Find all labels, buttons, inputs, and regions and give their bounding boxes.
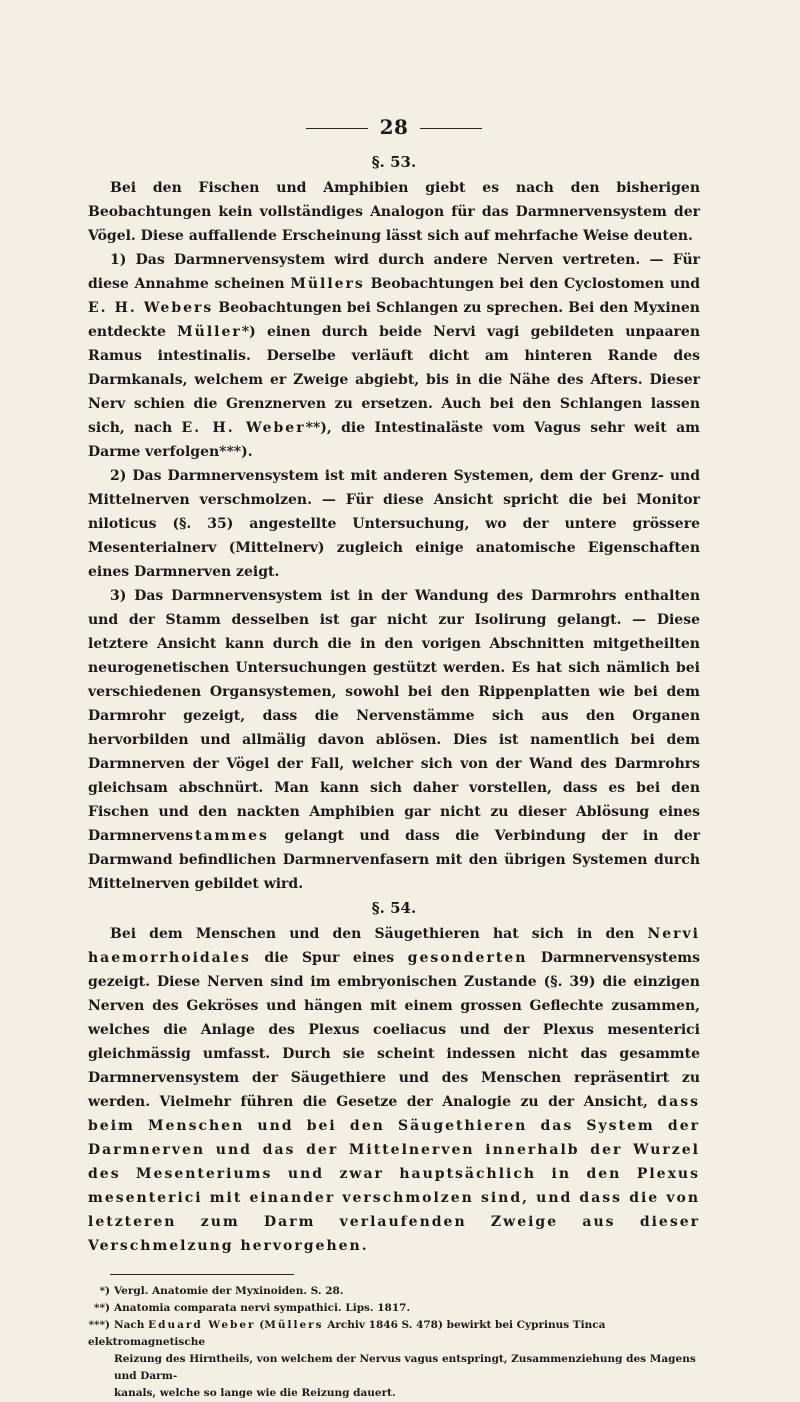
author-name: Müller [177, 324, 242, 340]
paragraph-intro: Bei den Fischen und Amphibien giebt es nach den bisherigen Beobachtungen kein vollständiges Analogon für das Darmnervensystem der Vögel. Diese auffallende Erscheinung lässt sich auf mehrfache Weise deuten. [88, 180, 700, 244]
author-name: E. H. Webers [88, 300, 214, 316]
paragraph-section-54: Bei dem Menschen und den Säugethieren hat sich in den Nervi haemorrhoidales die Spur eines gesonderten Darmnervensystems gezeigt. Diese Nerven sind im embryonischen Zustande (§. 39) die einzigen Nerven des Gekröses und hängen mit einem grossen Geflechte zusammen, welches die Anlage des Plexus coeliacus und der Plexus mesenterici gleichmässig umfasst. Durch sie scheint indessen nicht das gesammte Darmnervensystem der Säugethiere und des Menschen repräsentirt zu werden. Vielmehr führen die Gesetze der Analogie zu der Ansicht, dass beim Menschen und bei den Säugethieren das System der Darmnerven und das der Mittelnerven innerhalb der Wurzel des Mesenteriums und zwar hauptsächlich in den Plexus mesenterici mit einander verschmolzen sind, und dass die von letzteren zum Darm verlaufenden Zweige aus dieser Verschmelzung hervorgehen. [88, 926, 700, 1254]
footnote-author: Eduard Weber [148, 1319, 256, 1331]
header-dash-left [306, 128, 368, 129]
footnote-rule [110, 1274, 294, 1275]
emphasized-word: stammes [185, 828, 269, 844]
paragraph-point-1: 1) Das Darmnervensystem wird durch andere Nerven vertreten. — Für diese Annahme scheinen Müllers Beobachtungen bei den Cyclostomen und E. H. Webers Beobachtungen bei Schlangen zu sprechen. Bei den Myxinen entdeckte Müller*) einen durch beide Nervi vagi gebildeten unpaaren Ramus intestinalis. Derselbe verläuft dicht am hinteren Rande des Darmkanals, welchem er Zweige abgiebt, bis in die Nähe des Afters. Dieser Nerv schien die Grenznerven zu ersetzen. Auch bei den Schlangen lassen sich, nach E. H. Weber**), die Intestinaläste vom Vagus sehr weit am Darme verfolgen***). [88, 252, 700, 460]
emphasized-term: Nervi haemorrhoidales [88, 926, 700, 966]
footnote-archive: Müllers [264, 1319, 324, 1331]
section-title-53: §. 53. [371, 153, 417, 171]
author-name: Müllers [290, 276, 365, 292]
footnote-3: ***) Nach Eduard Weber (Müllers Archiv 1846 S. 478) bewirkt bei Cyprinus Tinca elektromagnetische [88, 1319, 606, 1348]
footnote-1: *) Vergl. Anatomie der Myxinoiden. S. 28. [99, 1285, 344, 1297]
paragraph-point-3: 3) Das Darmnervensystem ist in der Wandung des Darmrohrs enthalten und der Stamm desselben ist gar nicht zur Isolirung gelangt. — Diese letztere Ansicht kann durch die in den vorigen Abschnitten mitgetheilten neurogenetischen Untersuchungen gestützt werden. Es hat sich nämlich bei verschiedenen Organsystemen, sowohl bei den Rippenplatten wie bei dem Darmrohr gezeigt, dass die Nervenstämme sich aus den Organen hervorbilden und allmälig davon ablösen. Dies ist namentlich bei dem Darmnerven der Vögel der Fall, welcher sich von der Wand des Darmrohrs gleichsam abschnürt. Man kann sich daher vorstellen, dass es bei den Fischen und den nackten Amphibien gar nicht zu dieser Ablösung eines Darmnervenstammes gelangt und dass die Verbindung der in der Darmwand befindlichen Darmnervenfasern mit den übrigen Systemen durch Mittelnerven gebildet wird. [88, 588, 700, 892]
paragraph-point-2: 2) Das Darmnervensystem ist mit anderen Systemen, dem der Grenz- und Mittelnerven verschmolzen. — Für diese Ansicht spricht die bei Monitor niloticus (§. 35) angestellte Untersuchung, wo der untere grössere Mesenterialnerv (Mittelnerv) zugleich einige anatomische Eigenschaften eines Darmnerven zeigt. [88, 468, 700, 580]
footnote-3-line-3: kanals, welche so lange wie die Reizung dauert. [114, 1387, 396, 1399]
header-dash-right [420, 128, 482, 129]
page-header [88, 0, 700, 142]
section-title-54: §. 54. [371, 899, 417, 917]
emphasized-word: gesonderten [407, 950, 528, 966]
page-number: 28 [379, 115, 409, 139]
footnote-3-line-2: Reizung des Hirntheils, von welchem der Nervus vagus entspringt, Zusammenziehung des Magens und Darm- [114, 1353, 696, 1382]
footnote-2: **) Anatomia comparata nervi sympathici. Lips. 1817. [94, 1302, 411, 1314]
emphasized-conclusion: dass beim Menschen und bei den Säugethieren das System der Darmnerven und das der Mittelnerven innerhalb der Wurzel des Mesenteriums und zwar hauptsächlich in den Plexus mesenterici mit einander verschmolzen sind, und dass die von letzteren zum Darm verlaufenden Zweige aus dieser Verschmelzung hervorgehen. [88, 1094, 700, 1254]
author-name: E. H. Weber [181, 420, 306, 436]
